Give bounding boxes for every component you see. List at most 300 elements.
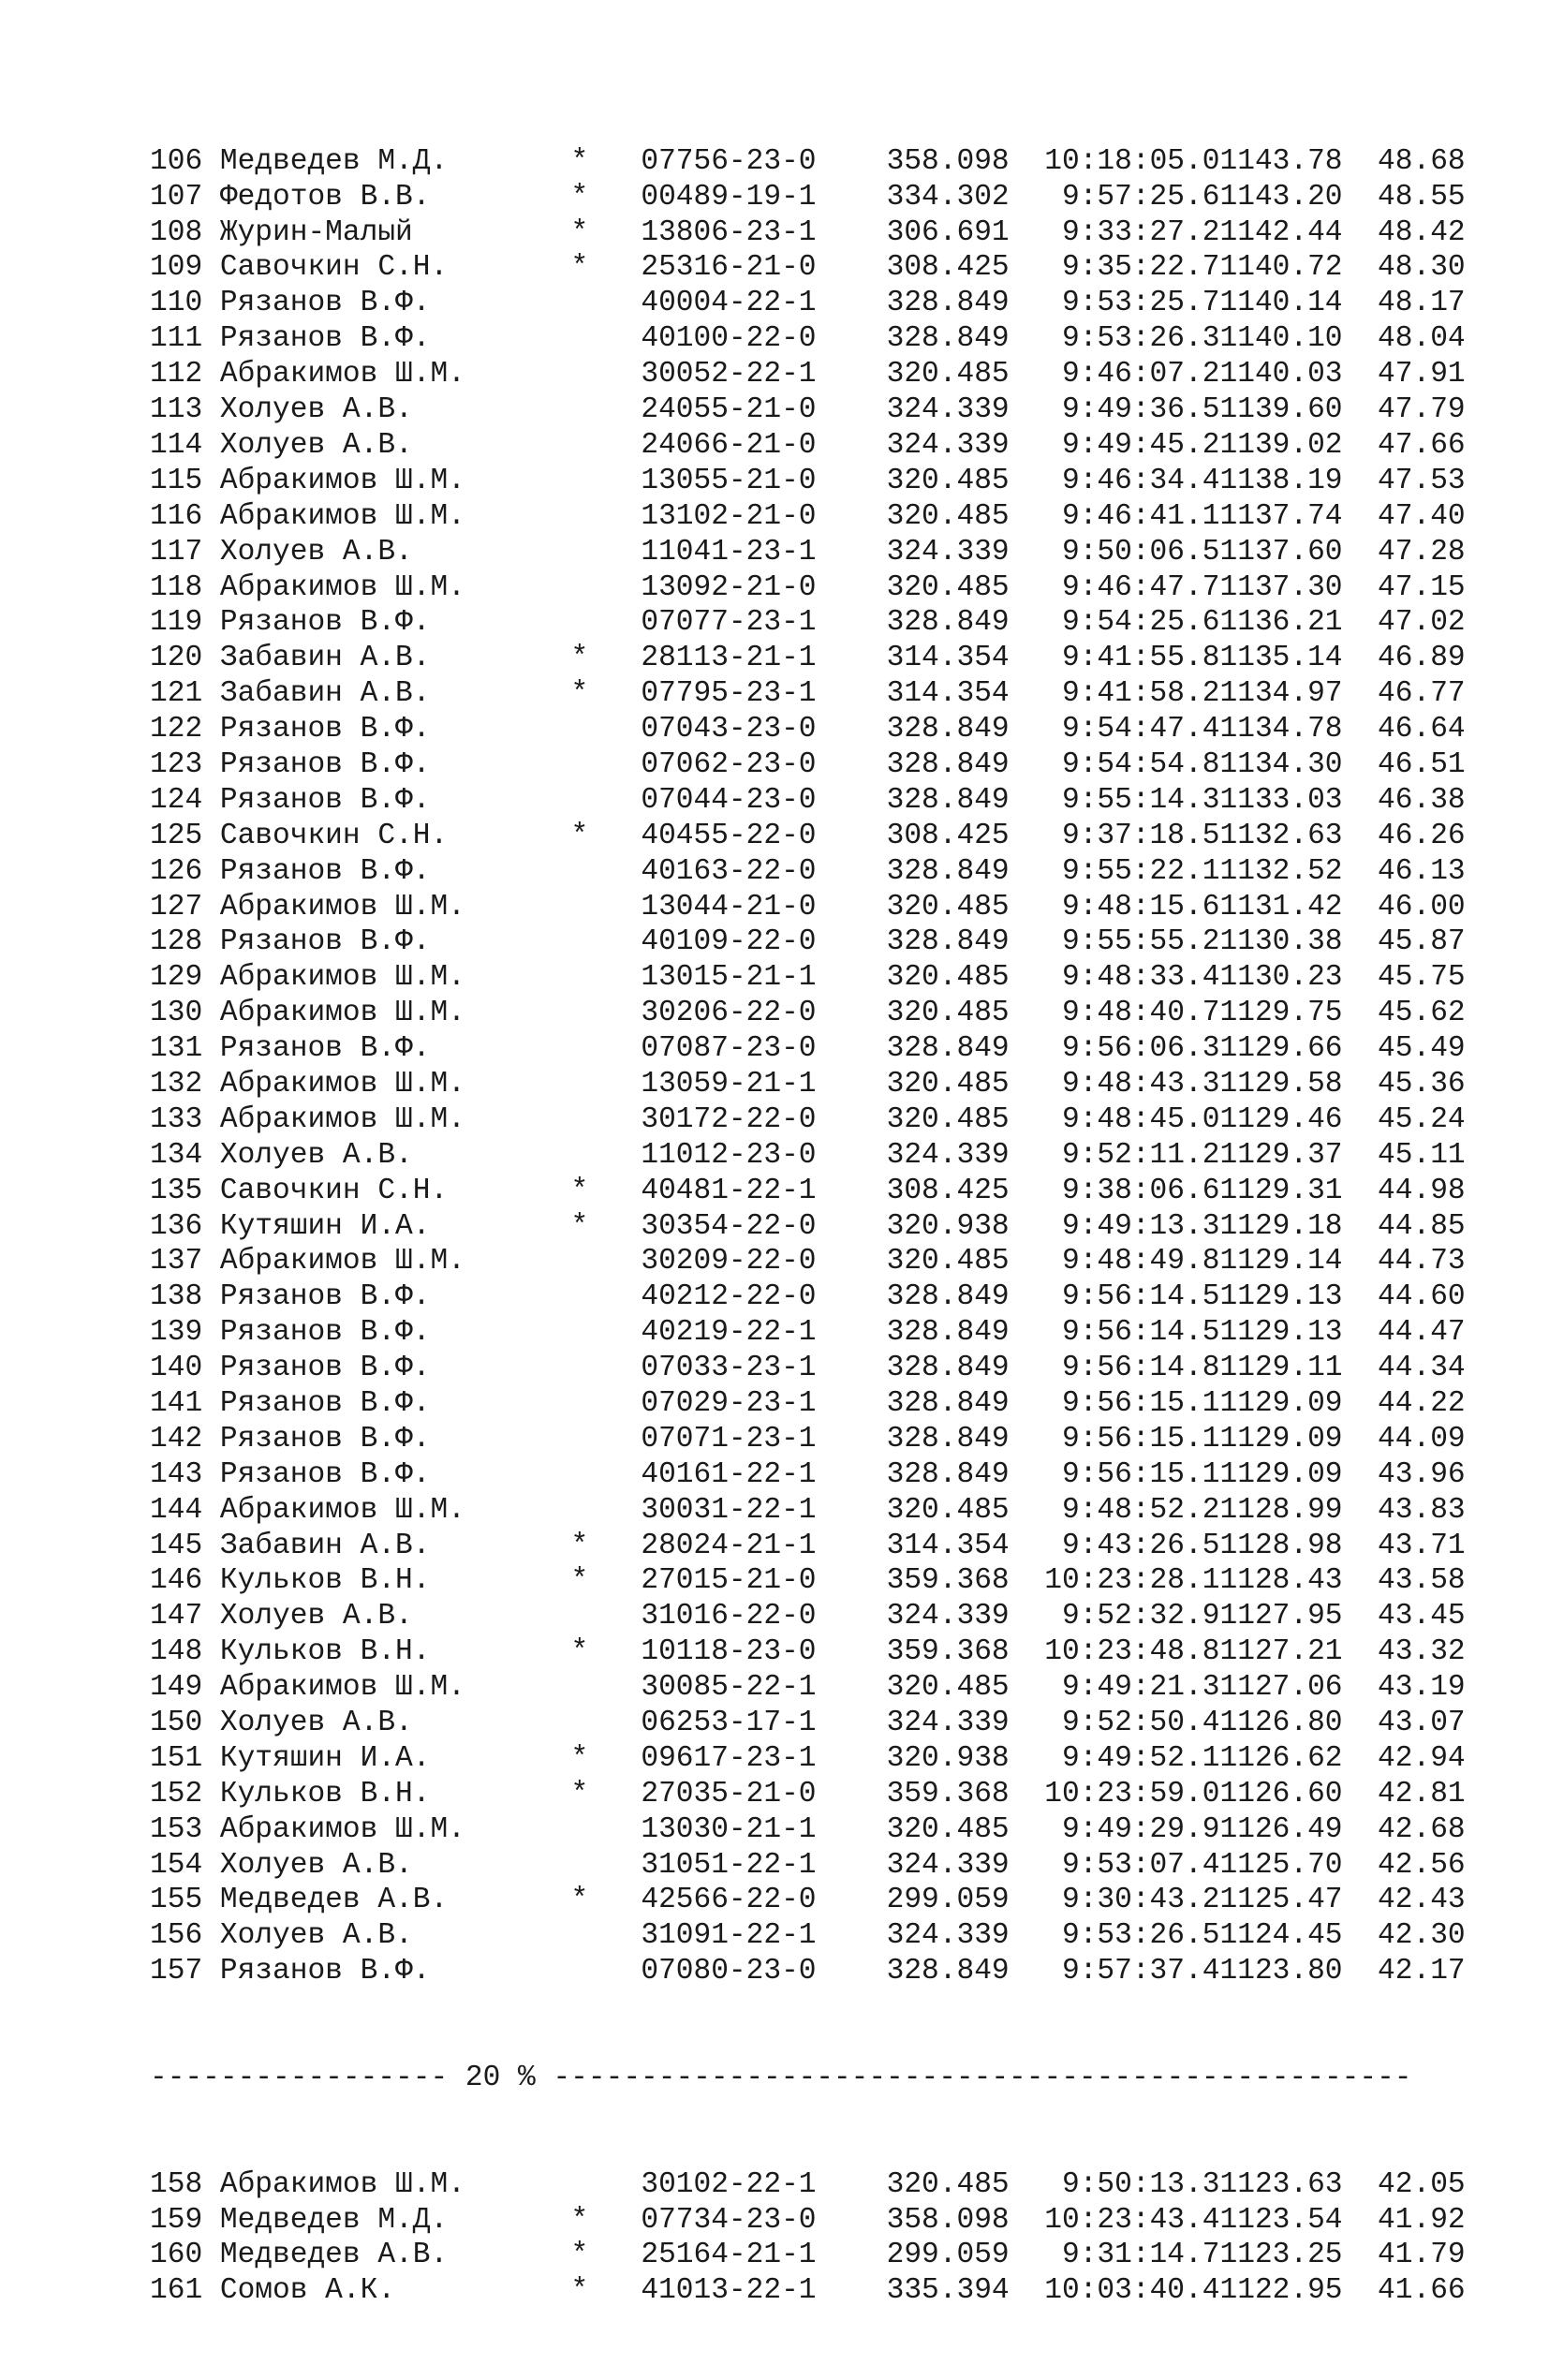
distance-value: 334.302 — [886, 180, 1010, 214]
distance-value: 308.425 — [886, 819, 1010, 852]
ring-number: 11012-23-0 — [641, 1138, 817, 1172]
distance-value: 324.339 — [886, 1138, 1010, 1172]
ring-number: 31051-22-1 — [641, 1848, 817, 1882]
owner-name: Рязанов В.Ф. — [219, 1457, 431, 1491]
points-value: 44.73 — [1378, 1245, 1466, 1279]
ring-number: 30209-22-0 — [641, 1245, 817, 1279]
ring-number: 00489-19-1 — [641, 180, 817, 214]
speed-value: 1139.60 — [1219, 393, 1343, 427]
result-row — [150, 1279, 1466, 1315]
points-value: 43.83 — [1378, 1493, 1466, 1527]
speed-value: 1129.46 — [1219, 1102, 1343, 1136]
ring-number: 30354-22-0 — [641, 1209, 817, 1243]
speed-value: 1126.80 — [1219, 1707, 1343, 1739]
arrival-time: 9:54:54.8 — [1061, 747, 1220, 781]
result-row — [150, 960, 1466, 996]
points-value: 42.94 — [1378, 1741, 1466, 1775]
arrival-time: 9:54:25.6 — [1061, 606, 1220, 640]
position-number: 107 — [150, 180, 203, 214]
speed-value: 1140.03 — [1219, 358, 1343, 392]
arrival-time: 10:23:43.4 — [1044, 2203, 1220, 2237]
ring-number: 13015-21-1 — [641, 961, 817, 995]
speed-value: 1126.49 — [1219, 1812, 1343, 1846]
owner-name: Кутяшин И.А. — [219, 1209, 431, 1243]
result-row — [150, 2238, 1466, 2273]
owner-name: Медведев А.В. — [219, 2239, 449, 2272]
points-value: 46.26 — [1378, 819, 1466, 852]
distance-value: 320.485 — [886, 570, 1010, 604]
owner-name: Холуев А.В. — [219, 393, 413, 427]
arrival-time: 10:18:05.0 — [1044, 144, 1220, 178]
points-value: 42.17 — [1378, 1955, 1466, 1988]
distance-value: 320.485 — [886, 997, 1010, 1030]
result-row — [150, 215, 1466, 251]
owner-name: Абракимов Ш.М. — [219, 1245, 465, 1279]
result-row — [150, 286, 1466, 321]
results-rows-after — [150, 2167, 1466, 2310]
arrival-time: 9:46:07.2 — [1061, 358, 1220, 392]
result-row — [150, 712, 1466, 747]
arrival-time: 9:56:14.5 — [1061, 1316, 1220, 1350]
speed-value: 1129.13 — [1219, 1280, 1343, 1314]
arrival-time: 9:49:45.2 — [1061, 428, 1220, 462]
result-row — [150, 890, 1466, 925]
result-row — [150, 1529, 1466, 1564]
points-value: 48.55 — [1378, 180, 1466, 214]
points-value: 46.38 — [1378, 783, 1466, 817]
result-row — [150, 1670, 1466, 1706]
arrival-time: 9:46:41.1 — [1061, 499, 1220, 533]
ring-number: 11041-23-1 — [641, 535, 817, 569]
result-row — [150, 1209, 1466, 1245]
points-value: 45.62 — [1378, 997, 1466, 1030]
owner-name: Рязанов В.Ф. — [219, 1955, 431, 1988]
owner-name: Абракимов Ш.М. — [219, 1493, 465, 1527]
owner-name: Рязанов В.Ф. — [219, 1422, 431, 1456]
ring-number: 40100-22-0 — [641, 322, 817, 356]
ring-number: 40161-22-1 — [641, 1457, 817, 1491]
percent-separator: ----------------- 20 % ------------------------------------------------- — [150, 2061, 1412, 2094]
position-number: 138 — [150, 1280, 203, 1314]
ring-number: 41013-22-1 — [641, 2274, 817, 2308]
owner-name: Холуев А.В. — [219, 1600, 413, 1633]
arrival-time: 9:56:06.3 — [1061, 1032, 1220, 1066]
result-row — [150, 357, 1466, 392]
position-number: 108 — [150, 215, 203, 249]
distance-value: 324.339 — [886, 393, 1010, 427]
speed-value: 1126.62 — [1219, 1741, 1343, 1775]
position-number: 149 — [150, 1671, 203, 1705]
points-value: 43.58 — [1378, 1564, 1466, 1598]
result-row — [150, 1493, 1466, 1529]
position-number: 151 — [150, 1741, 203, 1775]
result-row — [150, 1954, 1466, 1989]
arrival-time: 9:33:27.2 — [1061, 215, 1220, 249]
ring-number: 07795-23-1 — [641, 677, 817, 711]
owner-name: Журин-Малый — [219, 215, 413, 249]
ring-number: 24055-21-0 — [641, 393, 817, 427]
owner-name: Холуев А.В. — [219, 535, 413, 569]
arrival-time: 9:53:25.7 — [1061, 287, 1220, 320]
speed-value: 1130.23 — [1219, 961, 1343, 995]
points-value: 46.77 — [1378, 677, 1466, 711]
owner-name: Абракимов Ш.М. — [219, 570, 465, 604]
ring-number: 40481-22-1 — [641, 1174, 817, 1207]
speed-value: 1123.54 — [1219, 2203, 1343, 2237]
asterisk-mark: * — [570, 251, 589, 285]
result-row — [150, 250, 1466, 286]
owner-name: Холуев А.В. — [219, 1919, 413, 1953]
owner-name: Медведев М.Д. — [219, 144, 449, 178]
distance-value: 320.938 — [886, 1209, 1010, 1243]
position-number: 139 — [150, 1316, 203, 1350]
arrival-time: 9:46:47.7 — [1061, 570, 1220, 604]
points-value: 46.89 — [1378, 642, 1466, 675]
result-row — [150, 535, 1466, 570]
position-number: 110 — [150, 287, 203, 320]
ring-number: 07043-23-0 — [641, 713, 817, 747]
owner-name: Забавин А.В. — [219, 1529, 431, 1562]
position-number: 123 — [150, 747, 203, 781]
points-value: 48.30 — [1378, 251, 1466, 285]
points-value: 43.71 — [1378, 1529, 1466, 1562]
points-value: 43.19 — [1378, 1671, 1466, 1705]
ring-number: 40163-22-0 — [641, 854, 817, 888]
speed-value: 1128.43 — [1219, 1564, 1343, 1598]
speed-value: 1132.52 — [1219, 854, 1343, 888]
result-row — [150, 1812, 1466, 1848]
owner-name: Абракимов Ш.М. — [219, 890, 465, 924]
arrival-time: 9:56:14.8 — [1061, 1352, 1220, 1385]
arrival-time: 9:53:26.5 — [1061, 1919, 1220, 1953]
speed-value: 1127.21 — [1219, 1635, 1343, 1669]
owner-name: Холуев А.В. — [219, 1707, 413, 1739]
distance-value: 324.339 — [886, 1707, 1010, 1739]
distance-value: 328.849 — [886, 1280, 1010, 1314]
points-value: 44.47 — [1378, 1316, 1466, 1350]
result-row — [150, 854, 1466, 890]
points-value: 41.92 — [1378, 2203, 1466, 2237]
result-row — [150, 605, 1466, 641]
asterisk-mark: * — [570, 1777, 589, 1811]
position-number: 158 — [150, 2167, 203, 2201]
owner-name: Холуев А.В. — [219, 428, 413, 462]
ring-number: 13030-21-1 — [641, 1812, 817, 1846]
asterisk-mark: * — [570, 1174, 589, 1207]
asterisk-mark: * — [570, 819, 589, 852]
distance-value: 328.849 — [886, 1422, 1010, 1456]
ring-number: 07029-23-1 — [641, 1386, 817, 1420]
speed-value: 1129.14 — [1219, 1245, 1343, 1279]
points-value: 47.02 — [1378, 606, 1466, 640]
owner-name: Абракимов Ш.М. — [219, 499, 465, 533]
ring-number: 07087-23-0 — [641, 1032, 817, 1066]
position-number: 122 — [150, 713, 203, 747]
distance-value: 328.849 — [886, 1032, 1010, 1066]
position-number: 129 — [150, 961, 203, 995]
points-value: 43.45 — [1378, 1600, 1466, 1633]
distance-value: 328.849 — [886, 1352, 1010, 1385]
asterisk-mark: * — [570, 1741, 589, 1775]
ring-number: 07080-23-0 — [641, 1955, 817, 1988]
position-number: 134 — [150, 1138, 203, 1172]
asterisk-mark: * — [570, 677, 589, 711]
position-number: 145 — [150, 1529, 203, 1562]
owner-name: Забавин А.В. — [219, 677, 431, 711]
position-number: 109 — [150, 251, 203, 285]
arrival-time: 9:55:14.3 — [1061, 783, 1220, 817]
distance-value: 314.354 — [886, 642, 1010, 675]
speed-value: 1129.75 — [1219, 997, 1343, 1030]
position-number: 136 — [150, 1209, 203, 1243]
owner-name: Рязанов В.Ф. — [219, 1032, 431, 1066]
arrival-time: 9:48:49.8 — [1061, 1245, 1220, 1279]
arrival-time: 9:30:43.2 — [1061, 1884, 1220, 1917]
arrival-time: 9:49:21.3 — [1061, 1671, 1220, 1705]
speed-value: 1137.30 — [1219, 570, 1343, 604]
distance-value: 358.098 — [886, 144, 1010, 178]
position-number: 159 — [150, 2203, 203, 2237]
speed-value: 1124.45 — [1219, 1919, 1343, 1953]
owner-name: Рязанов В.Ф. — [219, 1386, 431, 1420]
speed-value: 1128.99 — [1219, 1493, 1343, 1527]
ring-number: 40219-22-1 — [641, 1316, 817, 1350]
arrival-time: 9:46:34.4 — [1061, 464, 1220, 497]
result-row — [150, 676, 1466, 712]
speed-value: 1129.13 — [1219, 1316, 1343, 1350]
arrival-time: 9:52:50.4 — [1061, 1707, 1220, 1739]
owner-name: Абракимов Ш.М. — [219, 1067, 465, 1101]
asterisk-mark: * — [570, 642, 589, 675]
ring-number: 28024-21-1 — [641, 1529, 817, 1562]
distance-value: 320.485 — [886, 464, 1010, 497]
distance-value: 328.849 — [886, 783, 1010, 817]
asterisk-mark: * — [570, 1564, 589, 1598]
ring-number: 40004-22-1 — [641, 287, 817, 320]
distance-value: 359.368 — [886, 1564, 1010, 1598]
ring-number: 06253-17-1 — [641, 1707, 817, 1739]
speed-value: 1140.14 — [1219, 287, 1343, 320]
result-row — [150, 1067, 1466, 1102]
arrival-time: 9:53:26.3 — [1061, 322, 1220, 356]
position-number: 111 — [150, 322, 203, 356]
points-value: 43.32 — [1378, 1635, 1466, 1669]
points-value: 48.04 — [1378, 322, 1466, 356]
speed-value: 1129.66 — [1219, 1032, 1343, 1066]
distance-value: 320.485 — [886, 499, 1010, 533]
result-row — [150, 1918, 1466, 1954]
distance-value: 359.368 — [886, 1777, 1010, 1811]
distance-value: 320.485 — [886, 1245, 1010, 1279]
distance-value: 299.059 — [886, 1884, 1010, 1917]
points-value: 46.64 — [1378, 713, 1466, 747]
position-number: 127 — [150, 890, 203, 924]
position-number: 106 — [150, 144, 203, 178]
result-row — [150, 1883, 1466, 1918]
speed-value: 1135.14 — [1219, 642, 1343, 675]
speed-value: 1138.19 — [1219, 464, 1343, 497]
points-value: 43.96 — [1378, 1457, 1466, 1491]
ring-number: 40455-22-0 — [641, 819, 817, 852]
position-number: 128 — [150, 925, 203, 959]
result-row — [150, 1244, 1466, 1279]
points-value: 42.43 — [1378, 1884, 1466, 1917]
distance-value: 335.394 — [886, 2274, 1010, 2308]
arrival-time: 9:31:14.7 — [1061, 2239, 1220, 2272]
owner-name: Абракимов Ш.М. — [219, 2167, 465, 2201]
position-number: 141 — [150, 1386, 203, 1420]
result-row — [150, 2273, 1466, 2309]
points-value: 44.22 — [1378, 1386, 1466, 1420]
ring-number: 24066-21-0 — [641, 428, 817, 462]
owner-name: Медведев М.Д. — [219, 2203, 449, 2237]
distance-value: 324.339 — [886, 1919, 1010, 1953]
position-number: 154 — [150, 1848, 203, 1882]
distance-value: 359.368 — [886, 1635, 1010, 1669]
position-number: 157 — [150, 1955, 203, 1988]
position-number: 147 — [150, 1600, 203, 1633]
distance-value: 328.849 — [886, 925, 1010, 959]
arrival-time: 10:23:28.1 — [1044, 1564, 1220, 1598]
position-number: 146 — [150, 1564, 203, 1598]
arrival-time: 9:37:18.5 — [1061, 819, 1220, 852]
distance-value: 328.849 — [886, 713, 1010, 747]
ring-number: 07756-23-0 — [641, 144, 817, 178]
arrival-time: 9:50:13.3 — [1061, 2167, 1220, 2201]
ring-number: 13044-21-0 — [641, 890, 817, 924]
points-value: 46.13 — [1378, 854, 1466, 888]
owner-name: Савочкин С.Н. — [219, 1174, 449, 1207]
asterisk-mark: * — [570, 1884, 589, 1917]
position-number: 115 — [150, 464, 203, 497]
asterisk-mark: * — [570, 1529, 589, 1562]
speed-value: 1129.18 — [1219, 1209, 1343, 1243]
arrival-time: 9:49:29.9 — [1061, 1812, 1220, 1846]
points-value: 48.68 — [1378, 144, 1466, 178]
points-value: 43.07 — [1378, 1707, 1466, 1739]
arrival-time: 9:57:25.6 — [1061, 180, 1220, 214]
ring-number: 13055-21-0 — [641, 464, 817, 497]
distance-value: 324.339 — [886, 1848, 1010, 1882]
position-number: 126 — [150, 854, 203, 888]
speed-value: 1129.37 — [1219, 1138, 1343, 1172]
speed-value: 1127.06 — [1219, 1671, 1343, 1705]
distance-value: 328.849 — [886, 606, 1010, 640]
arrival-time: 10:03:40.4 — [1044, 2274, 1220, 2308]
points-value: 44.09 — [1378, 1422, 1466, 1456]
ring-number: 09617-23-1 — [641, 1741, 817, 1775]
result-row — [150, 464, 1466, 499]
speed-value: 1126.60 — [1219, 1777, 1343, 1811]
distance-value: 308.425 — [886, 1174, 1010, 1207]
result-row — [150, 1386, 1466, 1422]
speed-value: 1130.38 — [1219, 925, 1343, 959]
speed-value: 1143.20 — [1219, 180, 1343, 214]
speed-value: 1123.63 — [1219, 2167, 1343, 2201]
owner-name: Рязанов В.Ф. — [219, 1316, 431, 1350]
owner-name: Абракимов Ш.М. — [219, 464, 465, 497]
ring-number: 30206-22-0 — [641, 997, 817, 1030]
ring-number: 07071-23-1 — [641, 1422, 817, 1456]
result-row — [150, 1031, 1466, 1067]
points-value: 47.40 — [1378, 499, 1466, 533]
points-value: 44.60 — [1378, 1280, 1466, 1314]
distance-value: 320.485 — [886, 1671, 1010, 1705]
result-row — [150, 428, 1466, 464]
ring-number: 28113-21-1 — [641, 642, 817, 675]
position-number: 125 — [150, 819, 203, 852]
owner-name: Кульков В.Н. — [219, 1635, 431, 1669]
arrival-time: 10:23:59.0 — [1044, 1777, 1220, 1811]
distance-value: 306.691 — [886, 215, 1010, 249]
result-row — [150, 144, 1466, 180]
ring-number: 30172-22-0 — [641, 1102, 817, 1136]
distance-value: 320.485 — [886, 358, 1010, 392]
arrival-time: 9:41:55.8 — [1061, 642, 1220, 675]
arrival-time: 9:48:52.2 — [1061, 1493, 1220, 1527]
ring-number: 13806-23-1 — [641, 215, 817, 249]
owner-name: Рязанов В.Ф. — [219, 287, 431, 320]
distance-value: 320.485 — [886, 890, 1010, 924]
result-row — [150, 1315, 1466, 1351]
result-row — [150, 641, 1466, 676]
position-number: 130 — [150, 997, 203, 1030]
points-value: 42.81 — [1378, 1777, 1466, 1811]
result-row — [150, 1634, 1466, 1670]
position-number: 144 — [150, 1493, 203, 1527]
distance-value: 320.485 — [886, 961, 1010, 995]
arrival-time: 9:43:26.5 — [1061, 1529, 1220, 1562]
arrival-time: 9:52:32.9 — [1061, 1600, 1220, 1633]
owner-name: Медведев А.В. — [219, 1884, 449, 1917]
owner-name: Савочкин С.Н. — [219, 251, 449, 285]
points-value: 44.98 — [1378, 1174, 1466, 1207]
arrival-time: 9:50:06.5 — [1061, 535, 1220, 569]
position-number: 142 — [150, 1422, 203, 1456]
asterisk-mark: * — [570, 1209, 589, 1243]
arrival-time: 9:53:07.4 — [1061, 1848, 1220, 1882]
owner-name: Абракимов Ш.М. — [219, 997, 465, 1030]
points-value: 46.51 — [1378, 747, 1466, 781]
owner-name: Кульков В.Н. — [219, 1564, 431, 1598]
ring-number: 30031-22-1 — [641, 1493, 817, 1527]
ring-number: 30085-22-1 — [641, 1671, 817, 1705]
speed-value: 1127.95 — [1219, 1600, 1343, 1633]
points-value: 45.36 — [1378, 1067, 1466, 1101]
ring-number: 27035-21-0 — [641, 1777, 817, 1811]
position-number: 156 — [150, 1919, 203, 1953]
speed-value: 1131.42 — [1219, 890, 1343, 924]
ring-number: 07033-23-1 — [641, 1352, 817, 1385]
ring-number: 07077-23-1 — [641, 606, 817, 640]
owner-name: Савочкин С.Н. — [219, 819, 449, 852]
ring-number: 31016-22-0 — [641, 1600, 817, 1633]
owner-name: Рязанов В.Ф. — [219, 747, 431, 781]
owner-name: Абракимов Ш.М. — [219, 961, 465, 995]
points-value: 44.34 — [1378, 1352, 1466, 1385]
position-number: 160 — [150, 2239, 203, 2272]
speed-value: 1132.63 — [1219, 819, 1343, 852]
speed-value: 1142.44 — [1219, 215, 1343, 249]
speed-value: 1125.47 — [1219, 1884, 1343, 1917]
distance-value: 328.849 — [886, 287, 1010, 320]
arrival-time: 9:48:43.3 — [1061, 1067, 1220, 1101]
arrival-time: 9:38:06.6 — [1061, 1174, 1220, 1207]
speed-value: 1123.25 — [1219, 2239, 1343, 2272]
position-number: 113 — [150, 393, 203, 427]
ring-number: 40109-22-0 — [641, 925, 817, 959]
result-row — [150, 996, 1466, 1031]
